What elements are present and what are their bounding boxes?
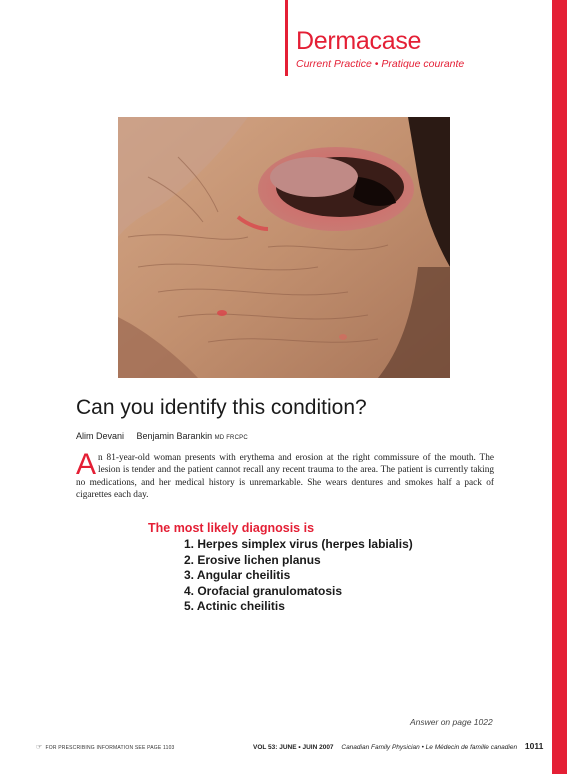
author-name: Alim Devani [76,431,125,441]
diagnosis-option: 3. Angular cheilitis [184,568,291,582]
clinical-photo [118,117,450,378]
prescribing-text: FOR PRESCRIBING INFORMATION SEE PAGE 1103 [45,745,175,751]
drop-cap: A [76,448,97,481]
author-line [76,431,248,441]
case-text: n 81-year-old woman presents with erythema and erosion at the right commissure of the mouth. The lesion is tender and the patient cannot recall any recent trauma to the area. The patient is currently taking no medications, and her medical history is unremarkable. She wears dentures and smokes half a pack of cigarettes each day. [76,453,494,501]
journal-name: Canadian Family Physician • Le Médecin de famille canadien [341,744,518,751]
section-title: Dermacase [296,27,422,55]
diagnosis-options [184,537,413,615]
pointing-hand-icon: ☞ [36,744,43,751]
case-description [76,448,494,502]
clinical-photo-image [118,117,450,378]
section-header [285,0,465,76]
answer-reference: Answer on page 1022 [410,717,493,727]
article-title: Can you identify this condition? [76,396,367,419]
diagnosis-option: 5. Actinic cheilitis [184,599,285,613]
page-footer [253,741,543,751]
prescribing-note [36,743,175,751]
volume-issue: VOL 53: JUNE • JUIN 2007 [253,744,334,751]
diagnosis-option: 2. Erosive lichen planus [184,552,321,567]
page-number: 1011 [524,741,544,751]
diagnosis-option: 4. Orofacial granulomatosis [184,583,343,598]
author-name: Benjamin Barankin [136,431,213,441]
side-accent-bar [552,0,567,774]
section-subtitle: Current Practice • Pratique courante [296,58,465,70]
author-credentials: MD FRCPC [214,435,248,441]
diagnosis-option: 1. Herpes simplex virus (herpes labialis) [184,537,413,551]
diagnosis-question: The most likely diagnosis is [148,521,315,535]
